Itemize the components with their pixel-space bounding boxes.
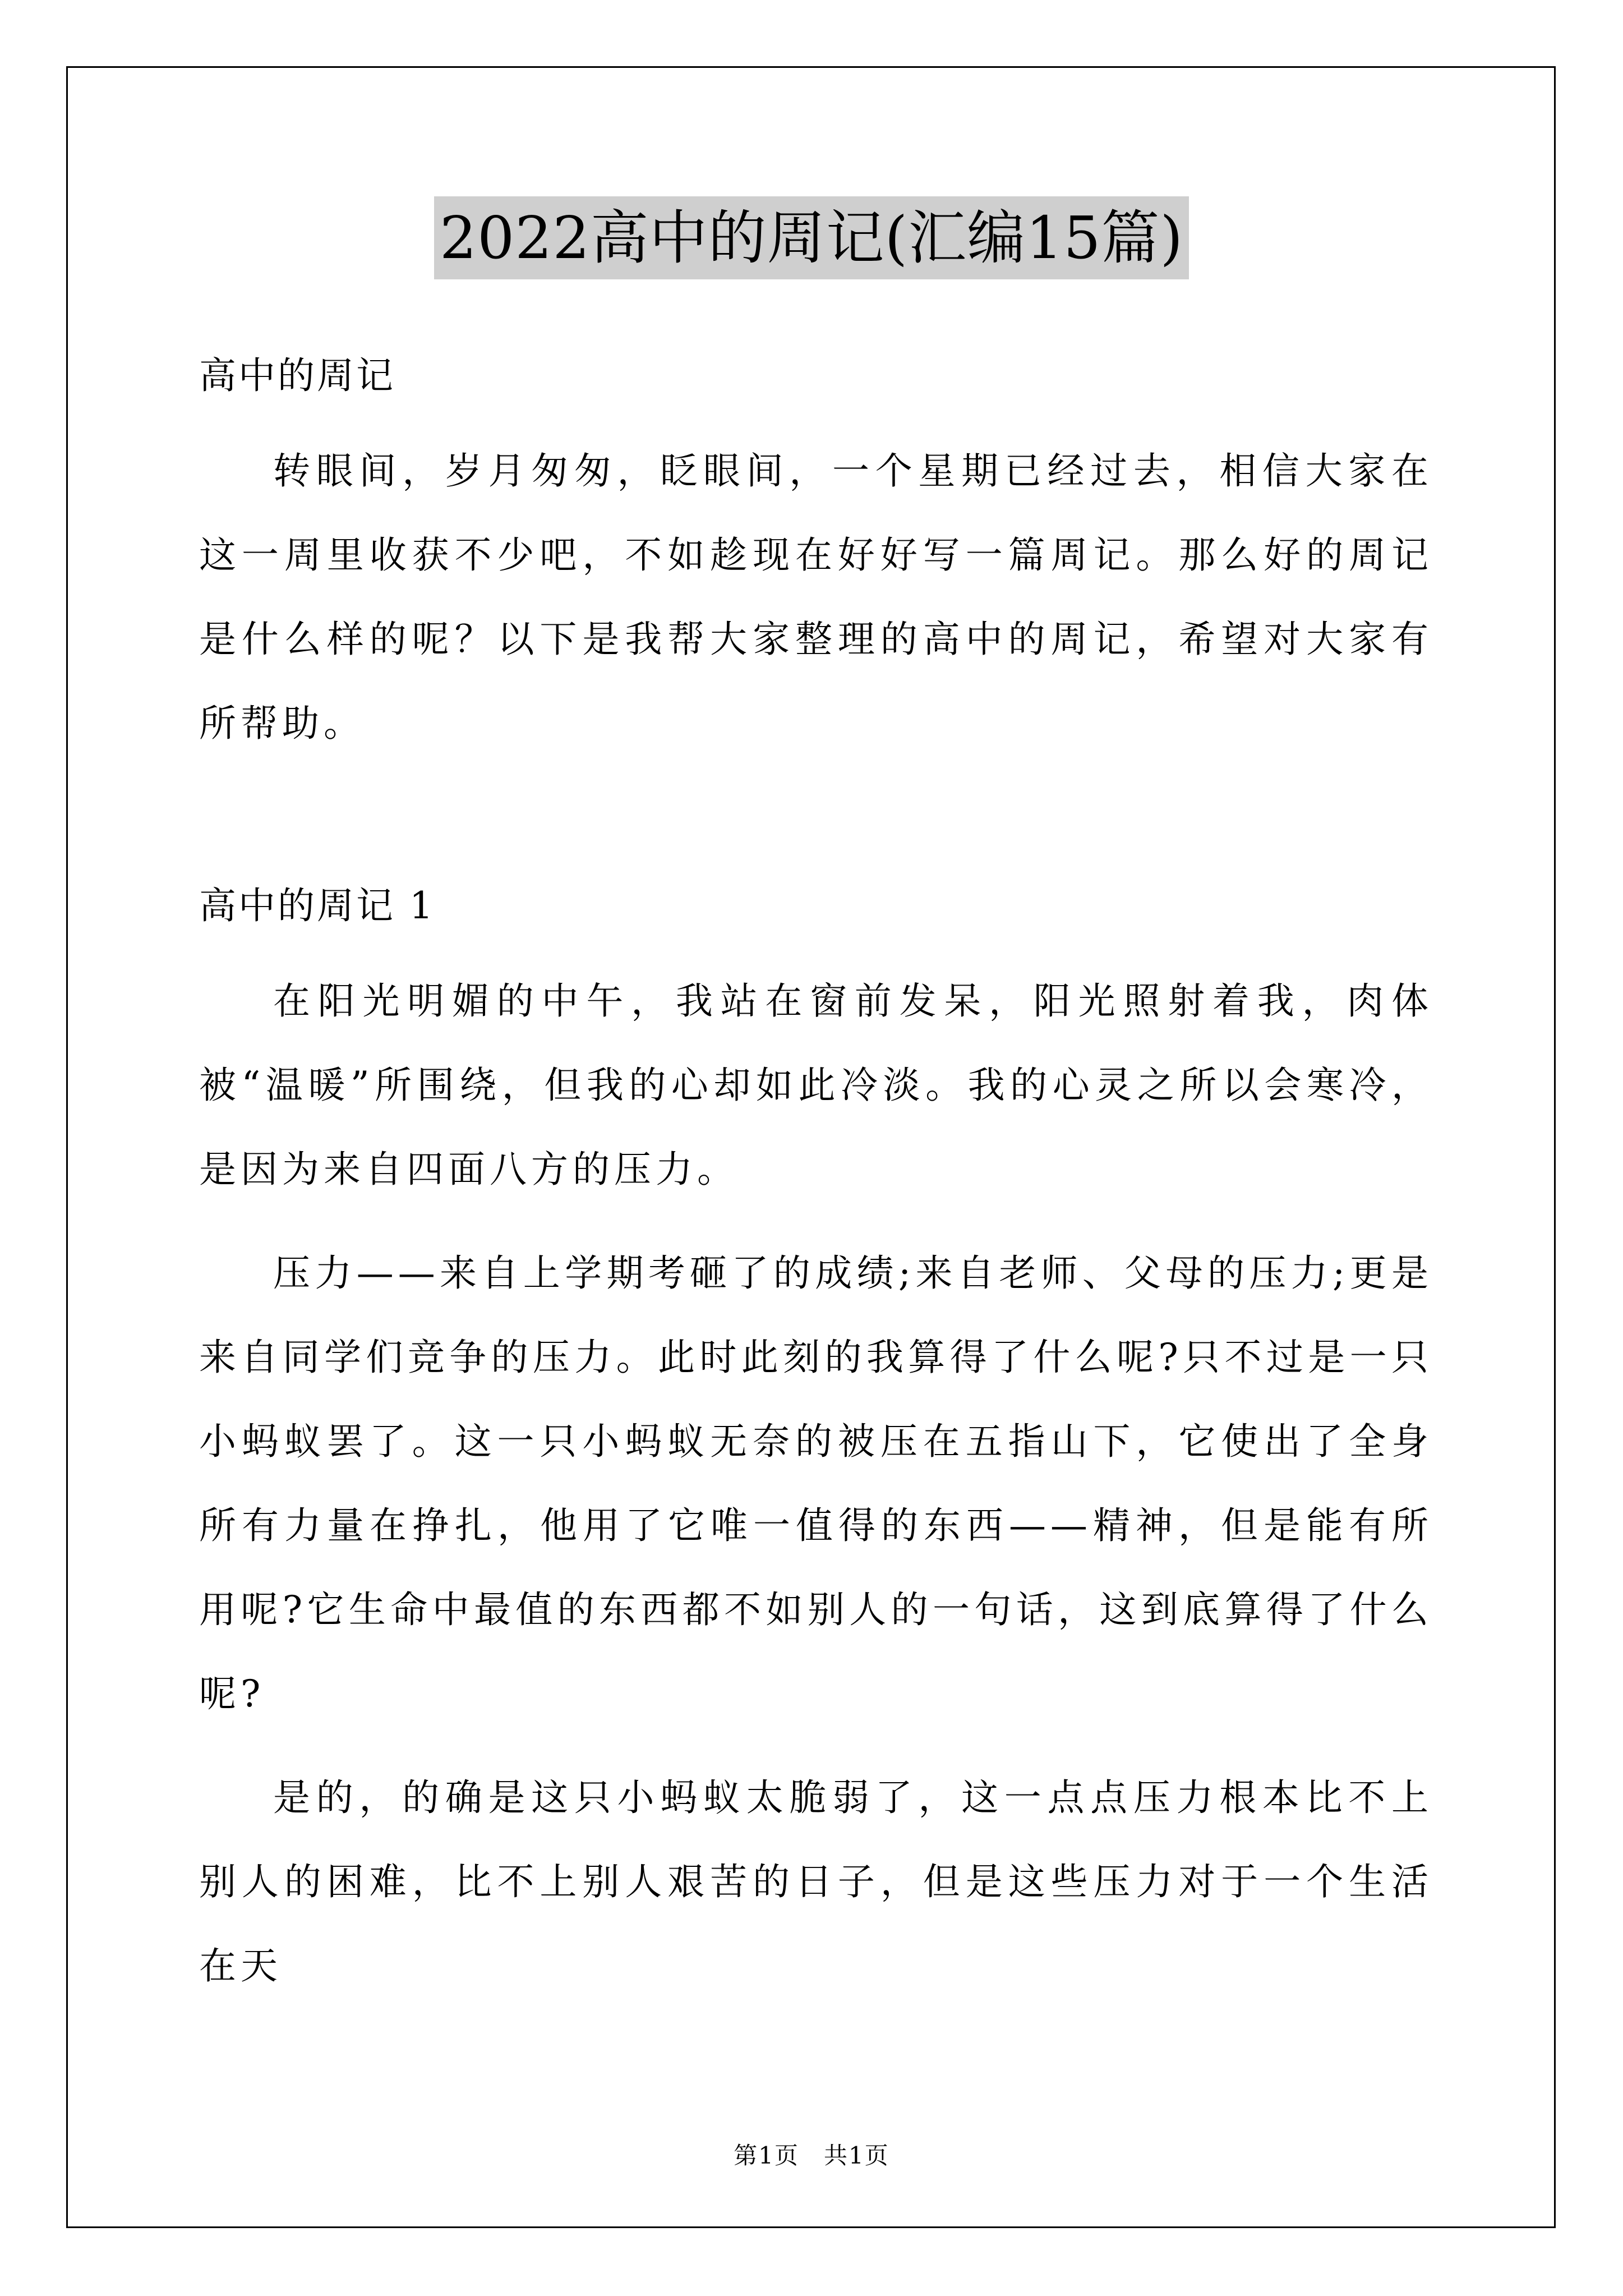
paragraph: 转眼间，岁月匆匆，眨眼间，一个星期已经过去，相信大家在这一周里收获不少吧，不如趁现在好好写一篇周记。那么好的周记是什么样的呢？以下是我帮大家整理的高中的周记，希望对大家有所帮助。 (199, 449, 1433, 745)
paragraph: 压力——来自上学期考砸了的成绩;来自老师、父母的压力;更是来自同学们竞争的压力。此时此刻的我算得了什么呢?只不过是一只小蚂蚁罢了。这一只小蚂蚁无奈的被压在五指山下，它使出了全身所有力量在挣扎，他用了它唯一值得的东西——精神，但是能有所用呢?它生命中最值的东西都不如别人的一句话，这到底算得了什么呢? (199, 1251, 1433, 1715)
section-1-body (199, 959, 1433, 2028)
paragraph: 是的，的确是这只小蚂蚁太脆弱了，这一点点压力根本比不上别人的困难，比不上别人艰苦的日子，但是这些压力对于一个生活在天 (199, 1776, 1433, 1987)
paragraph: 在阳光明媚的中午，我站在窗前发呆，阳光照射着我，肉体被“温暖”所围绕，但我的心却如此冷淡。我的心灵之所以会寒冷，是因为来自四面八方的压力。 (199, 979, 1433, 1191)
document-title: 2022高中的周记(汇编15篇) (434, 196, 1189, 279)
page-footer: 第1页 共1页 (734, 2142, 889, 2169)
section-heading-1: 高中的周记 1 (199, 884, 435, 927)
section-intro-body (199, 429, 1433, 785)
title-container (0, 196, 1623, 279)
section-heading-intro: 高中的周记 (199, 354, 395, 397)
